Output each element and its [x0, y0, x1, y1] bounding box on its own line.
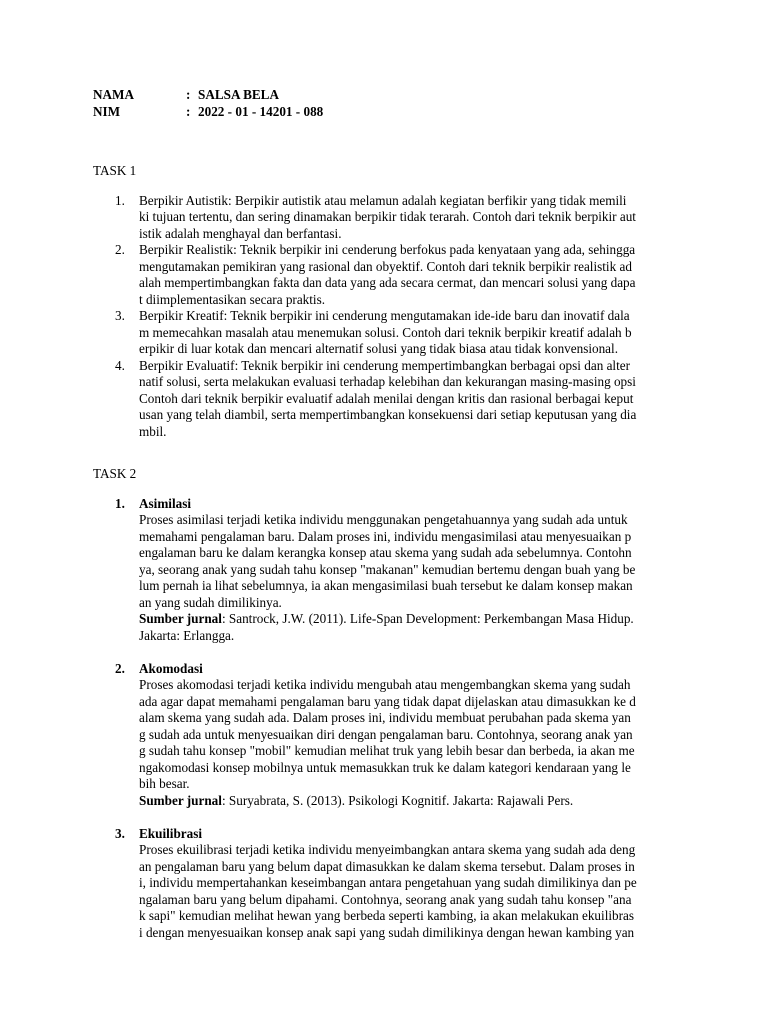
item-text-line: lum pernah ia lihat sebelumnya, ia akan mengasimilasi buah tersebut ke dalam konsep makan: [139, 578, 633, 593]
item-text-line: Contoh dari teknik berpikir evaluatif adalah menilai dengan kritis dan rasional berbagai keput: [139, 390, 634, 406]
task1-item: [93, 242, 675, 308]
item-text-line: erpikir di luar kotak dan mencari alternatif solusi yang tidak biasa atau tidak konvensional.: [139, 341, 618, 356]
item-text-line: Berpikir Kreatif: Teknik berpikir ini cenderung mengutamakan ide-ide baru dan inovatif dala: [139, 308, 630, 323]
source-text: : Santrock, J.W. (2011). Life-Span Development: Perkembangan Masa Hidup.: [221, 611, 634, 626]
item-text-line: memahami pengalaman baru. Dalam proses ini, individu mengasimilasi atau menyesuaikan p: [139, 528, 632, 544]
item-text-line: g sudah tahu konsep "mobil" kemudian melihat truk yang lebih besar dan berbeda, ia akan me: [139, 743, 635, 758]
item-text-line: an yang sudah dimilikinya.: [139, 594, 282, 610]
task2-item: [93, 826, 675, 942]
item-text-line: usan yang telah diambil, serta mempertimbangkan konsekuensi dari setiap keputusan yang dia: [139, 407, 637, 422]
nim-label: NIM: [93, 103, 121, 119]
item-text-line: an pengalaman baru yang belum dapat dimasukkan ke dalam skema tersebut. Dalam proses in: [139, 858, 635, 874]
item-text-line: alam skema yang sudah ada. Dalam proses ini, individu membuat perubahan pada skema yan: [139, 710, 631, 725]
item-text-line: ngalaman baru yang belum dipahami. Contohnya, seorang anak yang sudah tahu konsep "ana: [139, 891, 632, 907]
source-label: Sumber jurnal: [139, 792, 222, 808]
item-text-line: bih besar.: [139, 776, 190, 791]
item-number: 4.: [115, 357, 125, 373]
item-title: Akomodasi: [139, 660, 203, 676]
item-text-line: Berpikir Autistik: Berpikir autistik atau melamun adalah kegiatan berfikir yang tidak memili: [139, 192, 627, 208]
source-line: [139, 611, 675, 628]
nim-value: 2022 - 01 - 14201 - 088: [198, 103, 324, 119]
source-text: : Suryabrata, S. (2013). Psikologi Kognitif. Jakarta: Rajawali Pers.: [221, 792, 574, 808]
item-text-line: g sudah ada untuk menyesuaikan diri dengan pengalaman baru. Contohnya, seorang anak yan: [139, 726, 633, 742]
item-text-line: ngakomodasi konsep mobilnya untuk memasukkan truk ke dalam kategori kendaraan yang le: [139, 759, 631, 775]
item-text-line: mbil.: [139, 423, 167, 439]
item-text-line: ki tujuan tertentu, dan sering dinamakan berpikir tidak terarah. Contoh dari teknik berpikir aut: [139, 209, 636, 224]
item-text-line: Berpikir Evaluatif: Teknik berpikir ini cenderung mempertimbangkan berbagai opsi dan alter: [139, 357, 631, 373]
item-title: Ekuilibrasi: [139, 825, 203, 841]
task1-heading: TASK 1: [93, 163, 137, 178]
item-number: 3.: [115, 308, 125, 323]
task1-item: [93, 358, 675, 441]
item-text-line: m memecahkan masalah atau menemukan solusi. Contoh dari teknik berpikir kreatif adalah b: [139, 324, 632, 340]
task2-heading: TASK 2: [93, 466, 137, 481]
item-text-line: natif solusi, serta melakukan evaluasi terhadap kelebihan dan kekurangan masing-masing opsi: [139, 374, 636, 389]
item-text-line: i dengan menyesuaikan konsep anak sapi yang sudah dimilikinya dengan hewan kambing yan: [139, 924, 635, 940]
nim-colon: :: [186, 103, 191, 119]
name-value: SALSA BELA: [198, 87, 279, 102]
source-text: Jakarta: Erlangga.: [139, 627, 235, 643]
task1-item: [93, 193, 675, 243]
item-number: 2.: [115, 660, 125, 676]
name-row: [93, 87, 675, 104]
item-number: 3.: [115, 825, 125, 841]
document-page: [93, 87, 675, 958]
task2-item: [93, 496, 675, 645]
item-number: 2.: [115, 242, 125, 257]
item-text-line: i, individu mempertahankan keseimbangan antara pengetahuan yang sudah dimilikinya dan pe: [139, 875, 637, 890]
task2-list: [93, 496, 675, 942]
nim-row: [93, 104, 675, 121]
item-text-line: istik adalah menghayal dan berfantasi.: [139, 225, 342, 241]
task1-list: [93, 193, 675, 441]
source-line: [139, 628, 675, 645]
item-text-line: Proses ekuilibrasi terjadi ketika individu menyeimbangkan antara skema yang sudah ada deng: [139, 842, 636, 857]
name-colon: :: [186, 87, 191, 102]
task2-item: [93, 661, 675, 810]
name-label: NAMA: [93, 87, 135, 102]
item-text-line: engalaman baru ke dalam kerangka konsep atau skema yang sudah ada sebelumnya. Contohn: [139, 545, 632, 560]
item-text-line: alah mempertimbangkan fakta dan data yang ada secara cermat, dan mencari solusi yang dapa: [139, 275, 636, 290]
task1-item: [93, 308, 675, 358]
item-title: Asimilasi: [139, 495, 192, 511]
item-text-line: Proses asimilasi terjadi ketika individu menggunakan pengetahuannya yang sudah ada untuk: [139, 512, 628, 527]
item-text-line: ada agar dapat memahami pengalaman baru yang tidak dapat dijelaskan atau dimasukkan ke d: [139, 693, 636, 709]
item-text-line: Berpikir Realistik: Teknik berpikir ini cenderung berfokus pada kenyataan yang ada, sehingga: [139, 242, 636, 257]
item-number: 1.: [115, 495, 125, 511]
source-label: Sumber jurnal: [139, 611, 222, 626]
item-number: 1.: [115, 192, 125, 208]
item-text-line: mengutamakan pemikiran yang rasional dan obyektif. Contoh dari teknik berpikir realistik ad: [139, 258, 632, 274]
item-text-line: t diimplementasikan secara praktis.: [139, 291, 326, 307]
item-text-line: ya, seorang anak yang sudah tahu konsep "makanan" kemudian bertemu dengan buah yang be: [139, 561, 636, 577]
item-text-line: k sapi" kemudian melihat hewan yang berbeda seperti kambing, ia akan melakukan ekuilibras: [139, 908, 634, 923]
source-line: [139, 793, 675, 810]
item-text-line: Proses akomodasi terjadi ketika individu mengubah atau mengembangkan skema yang sudah: [139, 677, 631, 692]
